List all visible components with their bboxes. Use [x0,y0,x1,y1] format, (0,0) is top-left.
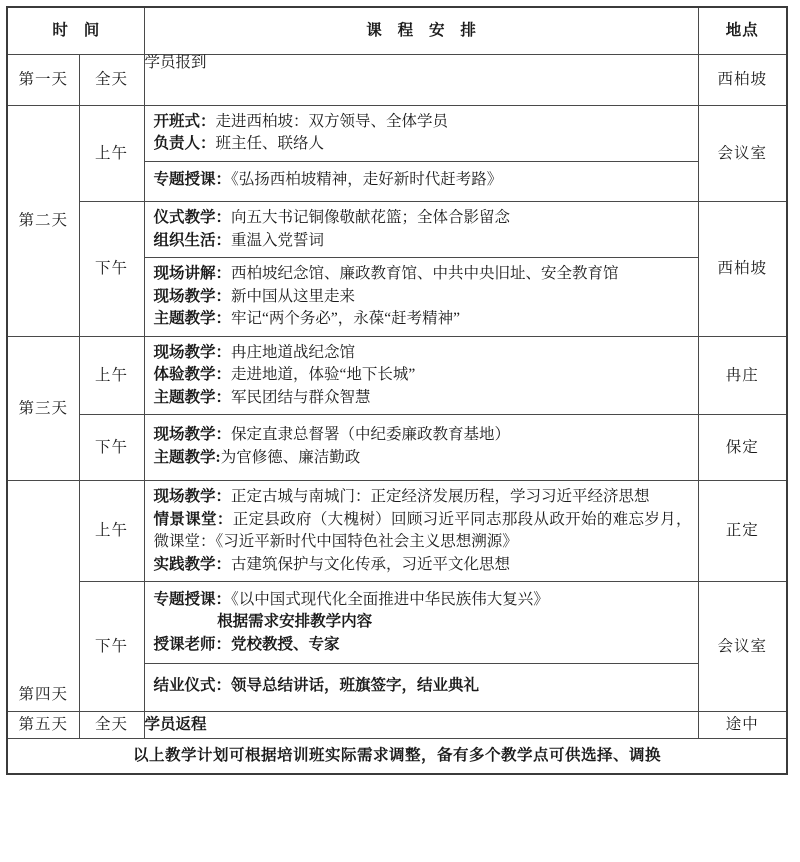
line-label: 现场教学： [153,343,232,361]
line-text: 军民团结与群众智慧 [231,388,371,406]
line-label: 实践教学： [153,555,232,573]
line-label: 现场讲解： [153,265,232,283]
line-text: 牢记“两个务必”，永葆“赶考精神” [231,310,461,328]
line-text: 向五大书记铜像敬献花篮；全体合影留念 [231,209,511,227]
content-line [154,364,692,386]
table-header-row [7,7,787,55]
content-line [154,509,692,554]
content-block [145,106,698,161]
table-row [7,581,787,711]
content-line [154,207,692,229]
table-footer-row [7,738,787,774]
line-label: 现场教学： [153,287,232,305]
day-label-5: 第五天 [7,711,79,738]
content-block [145,481,698,581]
line-text: 领导总结讲话，班旗签字，结业典礼 [231,677,480,695]
line-text: 《以中国式现代化全面推进中华民族伟大复兴》 [231,590,549,608]
content-line [154,634,692,656]
content-day5: 学员返程 [144,711,698,738]
half-label-3-morning: 上午 [79,336,144,414]
place-day2-afternoon: 西柏坡 [698,202,787,336]
line-label: 体验教学： [153,366,232,384]
line-label: 开班式： [153,113,216,130]
half-label-4-morning: 上午 [79,481,144,582]
half-label-4-afternoon: 下午 [79,581,144,711]
table-row [7,481,787,582]
content-line [154,308,692,330]
line-text: 班主任、联络人 [215,135,325,153]
line-text: 新中国从这里走来 [231,287,356,305]
content-block [145,161,698,201]
content-line [154,447,692,469]
line-text: 正定古城与南城门：正定经济发展历程，学习习近平经济思想 [231,488,650,506]
table-row [7,106,787,202]
line-text: 保定直隶总督署（中纪委廉政教育基地） [231,426,511,444]
footer-note: 以上教学计划可根据培训班实际需求调整，备有多个教学点可供选择、调换 [7,738,787,774]
course-schedule-table [6,6,788,775]
line-text: 走进地道，体验“地下长城” [231,366,416,384]
place-day4-afternoon: 会议室 [698,581,787,711]
content-line [154,169,692,191]
line-text: 冉庄地道战纪念馆 [231,343,356,361]
content-line [154,111,692,133]
half-label-3-afternoon: 下午 [79,415,144,481]
content-line [154,554,692,576]
content-line [154,230,692,252]
place-day3-morning: 冉庄 [698,336,787,414]
half-label-1: 全天 [79,55,144,106]
content-line [154,133,692,155]
content-line [154,342,692,364]
line-text: 重温入党誓词 [231,231,325,249]
line-label: 主题教学： [153,388,232,406]
place-day4-morning: 正定 [698,481,787,582]
line-text: 党校教授、专家 [231,635,340,653]
table-row [7,202,787,336]
half-label-5: 全天 [79,711,144,738]
content-day2-afternoon [144,202,698,336]
content-day2-morning [144,106,698,202]
content-block [145,257,698,335]
content-day1: 学员报到 [144,55,698,106]
table-row [7,55,787,106]
line-text: 西柏坡纪念馆、廉政教育馆、中共中央旧址、安全教育馆 [231,265,619,283]
line-text: 为官修德、廉洁勤政 [220,448,361,466]
content-day4-morning [144,481,698,582]
header-course: 课 程 安 排 [144,7,698,55]
line-label: 专题授课： [153,590,232,608]
table-row [7,336,787,414]
line-label: 负责人： [153,135,216,153]
content-line [154,486,692,508]
content-line: 根据需求安排教学内容 [217,613,373,631]
table-row [7,711,787,738]
content-block [145,202,698,257]
half-label-2-morning: 上午 [79,106,144,202]
content-line [154,675,692,697]
table-row [7,415,787,481]
line-label: 情景课堂： [153,510,233,528]
content-block [145,415,698,480]
content-line [154,589,692,611]
day-label-2: 第二天 [7,106,79,337]
line-label: 仪式教学： [153,209,232,227]
line-label: 专题授课： [153,170,232,188]
place-day3-afternoon: 保定 [698,415,787,481]
line-text: 正定县政府（大槐树）回顾习近平同志那段从政开始的难忘岁月，微课堂：《习近平新时代中国特色社会主义思想溯源》 [153,510,692,551]
content-line [154,286,692,308]
header-time: 时 间 [7,7,144,55]
line-label: 组织生活： [153,231,232,249]
day-label-3: 第三天 [7,336,79,480]
content-line [154,424,692,446]
day-label-4: 第四天 [7,481,79,712]
line-text: 古建筑保护与文化传承，习近平文化思想 [231,555,511,573]
content-day4-afternoon [144,581,698,711]
content-block [145,663,698,710]
line-label: 结业仪式： [153,677,232,695]
line-label: 主题教学: [153,448,221,466]
line-label: 授课老师： [153,635,232,653]
place-day1: 西柏坡 [698,55,787,106]
content-line [154,387,692,409]
content-day3-afternoon [144,415,698,481]
line-label: 现场教学： [153,488,232,506]
line-text: 走进西柏坡：双方领导、全体学员 [215,113,449,130]
content-line [154,263,692,285]
header-place: 地点 [698,7,787,55]
line-label: 现场教学： [153,426,232,444]
place-day2-morning: 会议室 [698,106,787,202]
content-block [145,582,698,663]
half-label-2-afternoon: 下午 [79,202,144,336]
line-label: 主题教学： [153,310,232,328]
day-label-1: 第一天 [7,55,79,106]
place-day5: 途中 [698,711,787,738]
line-text: 《弘扬西柏坡精神，走好新时代赶考路》 [231,170,503,188]
content-day3-morning [144,336,698,414]
content-block [145,337,698,414]
